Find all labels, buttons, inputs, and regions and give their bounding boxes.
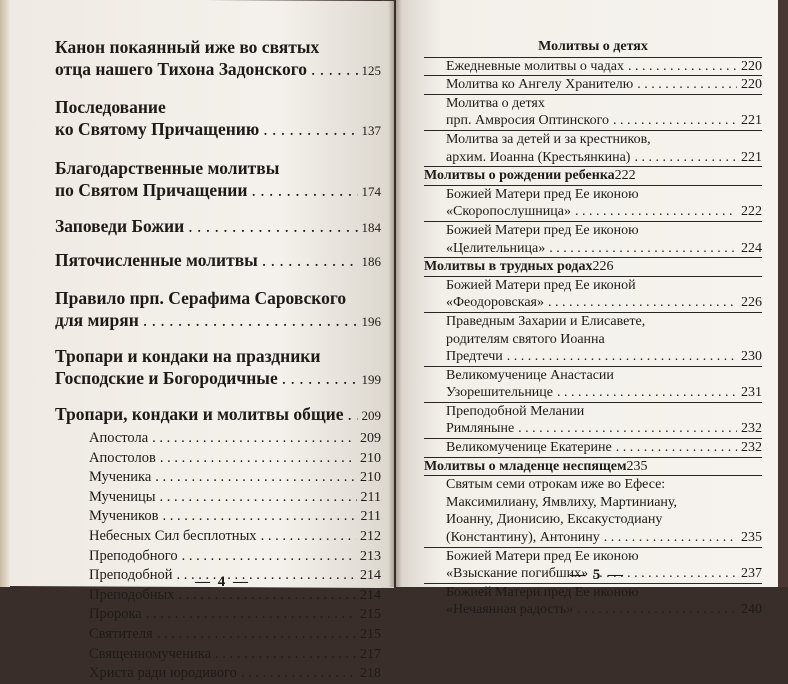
leader-dots [261,527,356,546]
toc-sub-entry [89,645,381,665]
toc-page-number: 184 [361,220,381,235]
leader-dots [311,58,358,80]
toc-item-line [424,331,762,349]
toc-item-title: Святым семи отрокам иже во Ефесе: [446,477,666,493]
toc-entry [55,96,381,142]
toc-item [424,222,762,258]
toc-item-title: Узорешительнице [446,385,554,401]
toc-item-line [424,529,762,547]
toc-page-number: 211 [360,509,381,525]
toc-item-title: Максимилиану, Ямвлиху, Мартиниану, [446,494,677,510]
leader-dots [215,645,356,664]
toc-entry-line [55,309,381,333]
leader-dots [348,403,358,425]
toc-page-number: 215 [360,607,381,623]
toc-item-title: «Взыскание погибших» [446,566,589,582]
toc-sub-entry [89,527,381,547]
toc-page-number: 214 [360,568,381,584]
toc-page-number: 240 [741,602,762,618]
toc-entry-title: Заповеди Божии [55,216,185,236]
right-toc [424,38,762,619]
toc-item-line [424,76,762,94]
leader-dots [143,309,358,331]
toc-entry-title: по Святом Причащении [55,180,248,200]
toc-item-line [424,222,762,240]
toc-page-number: 196 [361,314,381,329]
left-page-number: — 4 — [195,574,250,590]
toc-sub-entry [89,547,381,567]
toc-entry [55,287,381,333]
toc-item [424,131,762,167]
leader-dots [548,294,737,312]
toc-entry-line [55,367,381,391]
toc-page-number: 212 [360,528,381,544]
leader-dots [557,384,737,402]
toc-entry-line [55,58,381,82]
toc-item-line [424,58,762,76]
toc-page-number: 174 [361,184,381,199]
toc-item-title: Иоанну, Дионисию, Ексакустодиану [446,512,663,528]
toc-sub-entry [89,429,381,449]
toc-sub-title: Небесных Сил бесплотных [89,527,257,544]
toc-sub-list [89,429,381,684]
toc-entry-title: Благодарственные молитвы [55,158,280,178]
toc-page-number: 210 [360,470,381,486]
toc-item-line [424,240,762,258]
leader-dots [162,507,356,526]
toc-sub-title: Апостола [89,430,149,446]
leader-dots [146,605,356,624]
toc-item-title: Преподобной Мелании [446,403,585,419]
toc-item [424,584,762,619]
toc-page-number: 125 [361,63,381,78]
leader-dots [282,367,358,389]
section-title: Молитвы в трудных родах [424,259,593,275]
toc-item-line [424,348,762,366]
toc-page-number: 186 [361,254,381,269]
leader-dots [263,118,357,140]
toc-page-number: 235 [741,530,762,546]
toc-item-title: Божией Матери пред Ее иконой [446,277,636,293]
toc-sub-title: Мучеников [89,508,159,525]
leader-dots [634,149,737,167]
toc-item-title: Предтечи [446,349,503,365]
toc-sub-title: Преподобных [89,586,175,603]
toc-item-title: архим. Иоанна (Крестьянкина) [446,149,631,165]
toc-entry-line [55,403,381,427]
toc-entry-title: Тропари, кондаки и молитвы общие [55,404,344,424]
toc-page-number: 214 [360,587,381,603]
toc-item-title: Молитва ко Ангелу Хранителю [446,77,634,93]
toc-entry [55,215,381,239]
leader-dots [628,58,737,76]
toc-sub-title: Христа ради юродивого [89,665,237,682]
leader-dots [613,112,737,130]
toc-page-number: 226 [592,259,614,275]
toc-item-title: Молитва за детей и за крестников, [446,131,651,147]
section-heading: Молитвы о детях [424,38,762,58]
toc-entry [55,345,381,391]
leader-dots [616,439,737,457]
toc-page-number: 209 [360,431,381,446]
toc-item [424,403,762,439]
section-heading [424,167,762,186]
toc-item-line [424,584,762,602]
toc-sub-entry [89,625,381,645]
toc-item-line [424,277,762,295]
section-heading [424,258,762,277]
leader-dots [262,249,358,271]
toc-item-line [424,403,762,421]
toc-item-title: Праведным Захарии и Елисавете, [446,313,646,329]
toc-entry-line [55,345,381,367]
toc-page-number: 220 [741,58,762,74]
book-edge [0,0,10,587]
toc-sub-entry [89,507,381,527]
toc-entry-title: Пяточисленные молитвы [55,250,258,270]
leader-dots [507,348,737,366]
toc-item-title: «Целительница» [446,240,546,256]
toc-item-line [424,384,762,402]
toc-item-title: (Константину), Антонину [446,530,600,546]
toc-item-line [424,149,762,167]
toc-item-line [424,476,762,494]
toc-entry-title: для мирян [55,310,139,330]
toc-page-number: 222 [614,168,636,184]
toc-item [424,76,762,95]
toc-entry-line [55,36,381,58]
toc-page-number: 211 [360,489,381,505]
toc-item-title: «Нечаянная радость» [446,602,574,618]
toc-item-title: Великомученице Екатерине [446,440,612,456]
toc-item-title: Божией Матери пред Ее иконою [446,548,639,564]
leader-dots [182,547,356,566]
toc-page-number: 137 [361,123,381,138]
right-page-number: — 5 — [570,567,625,583]
toc-sub-entry [89,468,381,488]
toc-entry-title: Тропари и кондаки на праздники [55,346,321,366]
section-heading [424,458,762,477]
book-cover-edge [778,0,788,587]
toc-item-line [424,203,762,221]
toc-item-title: Великомученице Анастасии [446,367,614,383]
toc-sub-title: Апостолов [89,449,156,466]
toc-entry-title: Канон покаянный иже во святых [55,37,320,57]
leader-dots [160,488,357,507]
toc-item [424,277,762,313]
toc-item-line [424,95,762,113]
toc-sub-entry [89,664,381,684]
toc-entry-title: отца нашего Тихона Задонского [55,59,307,79]
toc-item [424,439,762,458]
toc-sub-title: Пророка [89,606,142,623]
toc-item-line [424,112,762,130]
toc-sub-title: Святителя [89,625,153,642]
toc-sub-entry [89,449,381,469]
toc-page-number: 213 [360,548,381,564]
toc-page-number: 215 [360,626,381,642]
toc-page-number: 230 [741,349,762,365]
leader-dots [577,601,737,619]
toc-page-number: 235 [626,458,648,474]
toc-item-title: прп. Амвросия Оптинского [446,113,609,129]
toc-page-number: 237 [741,566,762,582]
toc-page-number: 232 [741,421,762,437]
leader-dots [152,429,356,448]
leader-dots [251,179,357,201]
leader-dots [637,76,737,94]
section-title: Молитвы о рождении ребенка [424,168,615,184]
toc-entry-line [55,287,381,309]
leader-dots [518,420,737,438]
toc-entry-line [55,249,381,273]
toc-entry-line [55,118,381,142]
toc-sub-title: Преподобного [89,547,178,564]
toc-page-number: 231 [741,385,762,401]
toc-item-title: Божией Матери пред Ее иконою [446,186,639,202]
toc-item-line [424,601,762,619]
toc-page-number: 221 [741,149,762,165]
toc-page-number: 210 [360,450,381,466]
toc-entry [55,36,381,82]
leader-dots [160,449,356,468]
toc-page-number: 222 [741,204,762,220]
toc-item-line [424,186,762,204]
toc-page-number: 221 [741,113,762,129]
toc-page-number: 209 [361,408,381,423]
leader-dots [157,625,356,644]
toc-item [424,367,762,403]
toc-entry-line [55,215,381,239]
toc-entry-title: Правило прп. Серафима Саровского [55,288,347,308]
toc-entry [55,403,381,427]
toc-sub-entry [89,605,381,625]
toc-page-number: 224 [741,240,762,256]
toc-item [424,476,762,547]
toc-sub-title: Мученицы [89,488,156,505]
toc-sub-title: Священномученика [89,645,212,662]
toc-item [424,186,762,222]
section-title: Молитвы о младенце неспящем [424,458,627,474]
toc-item [424,313,762,367]
toc-item-title: «Скоропослушница» [446,204,571,220]
toc-page-number: 199 [361,372,381,387]
leader-dots [575,203,737,221]
toc-item-line [424,294,762,312]
toc-item-line [424,548,762,566]
toc-page-number: 220 [741,77,762,93]
toc-item-line [424,420,762,438]
toc-item-title: родителям святого Иоанна [446,331,605,347]
toc-item-line [424,439,762,457]
toc-item-line [424,511,762,529]
toc-entry-line [55,96,381,118]
toc-entry [55,249,381,273]
toc-item-line [424,367,762,385]
toc-page-number: 226 [741,295,762,311]
toc-sub-entry [89,488,381,508]
toc-item-title: Ежедневные молитвы о чадах [446,58,625,74]
toc-sub-title: Мученика [89,469,152,486]
leader-dots [549,240,737,258]
toc-entry [55,157,381,203]
toc-entry-title: ко Святому Причащению [55,119,260,139]
leader-dots [241,664,356,683]
toc-item-line [424,313,762,331]
toc-item-title: Божией Матери пред Ее иконою [446,222,639,238]
leader-dots [155,468,356,487]
toc-item-line [424,494,762,512]
toc-item [424,95,762,131]
leader-dots [188,215,357,237]
toc-item-title: Молитва о детях [446,95,545,111]
book-gutter [388,0,402,587]
toc-entry-title: Господские и Богородичные [55,368,278,388]
toc-page-number: 232 [741,440,762,456]
toc-page-number: 218 [360,666,381,682]
toc-item-title: Божией Матери пред Ее иконою [446,584,639,600]
toc-item [424,58,762,77]
toc-entry-line [55,157,381,179]
toc-entry-line [55,179,381,203]
leader-dots [604,529,737,547]
toc-entry-title: Последование [55,97,166,117]
toc-sub-title: Преподобной [89,567,173,584]
toc-item-title: «Феодоровская» [446,295,544,311]
toc-item-line [424,131,762,149]
toc-page-number: 217 [360,646,381,662]
toc-item-title: Римляныне [446,421,515,437]
